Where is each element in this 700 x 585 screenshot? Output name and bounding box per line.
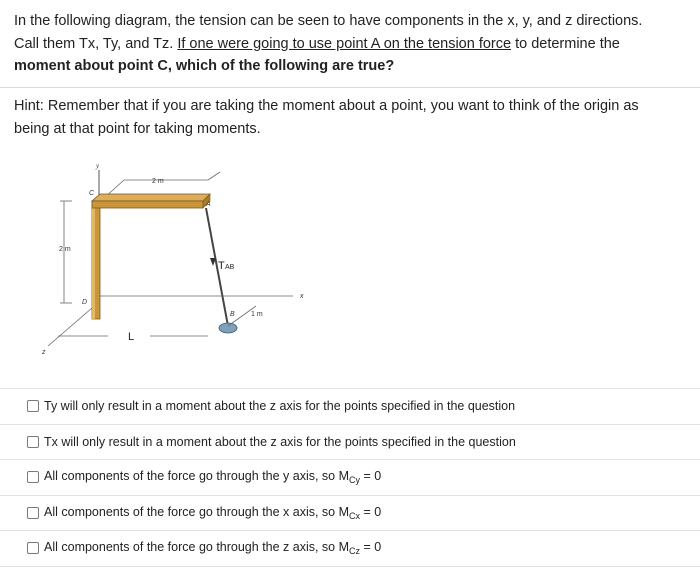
beam-top — [92, 194, 210, 201]
option-5-checkbox[interactable] — [27, 542, 39, 554]
option-1[interactable] — [0, 388, 700, 425]
b-offset-label: 1 m — [251, 311, 263, 318]
question-text — [14, 10, 684, 78]
tension-subscript: AB — [225, 264, 235, 271]
option-3-subscript: Cy — [349, 475, 361, 486]
z-axis-line — [48, 308, 92, 346]
y-axis-label: y — [96, 162, 100, 170]
length-label: L — [128, 331, 135, 343]
option-5-subscript: Cz — [349, 546, 361, 557]
question-underlined-text: If one were going to use point A on the tension force — [177, 35, 512, 52]
hint-line-2: being at that point for taking moments. — [14, 120, 261, 137]
option-2-label: Tx will only result in a moment about the z axis for the points specified in the question — [44, 434, 516, 449]
side-dim-label: 2 m — [59, 246, 71, 253]
option-4-text: All components of the force go through the x axis, so M — [44, 504, 350, 519]
z-axis-label: z — [42, 349, 46, 356]
option-2-checkbox[interactable] — [27, 436, 39, 448]
question-line-2 — [14, 33, 684, 56]
anchor-b — [219, 323, 237, 333]
option-4-label — [44, 505, 381, 521]
option-3-label — [44, 469, 381, 485]
answer-options — [0, 388, 700, 567]
top-dim-label: 2 m — [152, 178, 164, 185]
hint-line-1: Hint: Remember that if you are taking the moment about a point, you want to think of the origin as — [14, 98, 639, 114]
question-divider — [0, 87, 700, 88]
option-4[interactable] — [0, 496, 700, 532]
option-3-text: All components of the force go through the y axis, so M — [44, 469, 350, 484]
option-4-checkbox[interactable] — [27, 507, 39, 519]
point-d-label: D — [82, 299, 88, 306]
tension-label: T — [218, 260, 225, 272]
question-line-2-end: to determine the — [511, 35, 620, 52]
option-5-label — [44, 540, 381, 556]
option-5-text: All components of the force go through the z axis, so M — [44, 540, 350, 555]
point-a-label: A — [206, 201, 211, 208]
option-3-equals: = 0 — [360, 469, 382, 484]
question-line-1: In the following diagram, the tension can be seen to have components in the x, y, and z directions. — [14, 13, 643, 29]
frame-diagram — [38, 158, 318, 358]
option-2[interactable] — [0, 425, 700, 461]
option-1-label: Ty will only result in a moment about the z axis for the points specified in the question — [44, 399, 516, 414]
option-1-checkbox[interactable] — [27, 400, 39, 412]
x-axis-label: x — [300, 293, 304, 300]
option-3-checkbox[interactable] — [27, 471, 39, 483]
option-4-equals: = 0 — [360, 504, 382, 519]
option-4-subscript: Cx — [349, 510, 361, 521]
hint-text — [14, 95, 684, 140]
option-5[interactable] — [0, 531, 700, 567]
option-3[interactable] — [0, 460, 700, 496]
point-c-label: C — [89, 190, 95, 197]
question-line-3: moment about point C, which of the following are true? — [14, 58, 395, 74]
point-b-label: B — [230, 311, 235, 318]
vertical-post-highlight — [92, 201, 95, 319]
beam-front — [92, 201, 203, 208]
top-dim-diagonal-right — [208, 172, 220, 180]
question-line-2-start: Call them Tx, Ty, and Tz. — [14, 35, 178, 52]
option-5-equals: = 0 — [360, 540, 382, 555]
